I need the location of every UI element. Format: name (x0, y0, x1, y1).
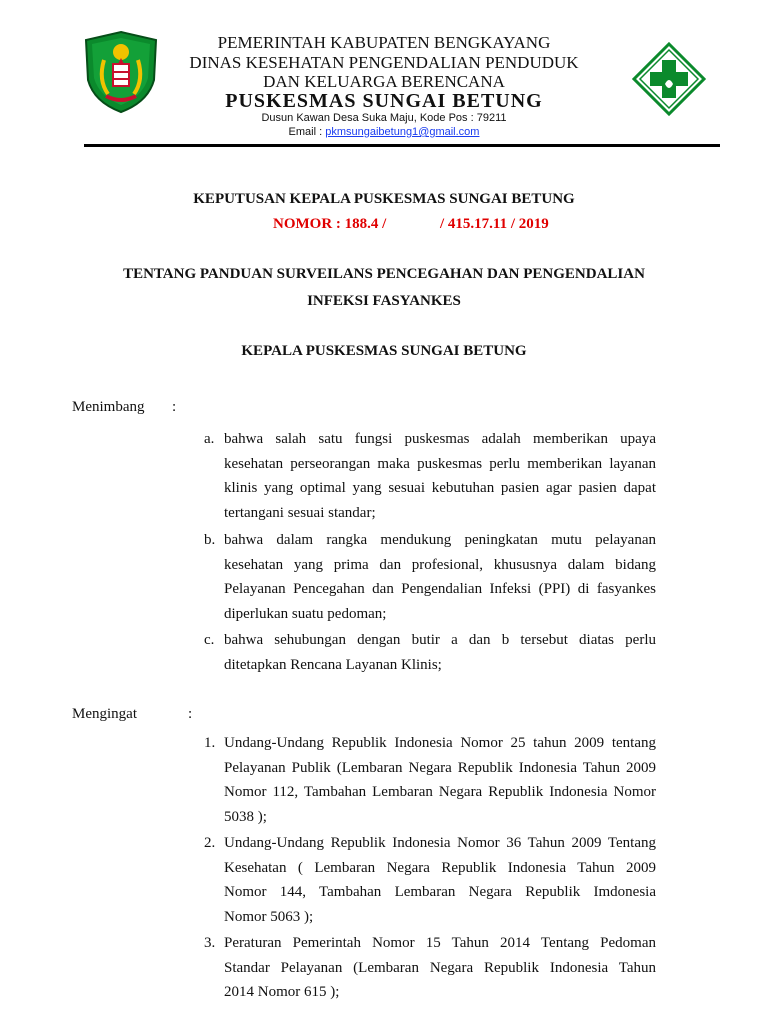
about-line-2: INFEKSI FASYANKES (307, 293, 461, 309)
mengingat-colon: : (188, 706, 193, 722)
email-label: Email : (288, 126, 326, 138)
header-agency: DINAS KESEHATAN PENGENDALIAN PENDUDUK (189, 53, 579, 72)
item-marker: 1. (204, 735, 216, 751)
menimbang-label: Menimbang (72, 399, 145, 415)
head-title: KEPALA PUSKESMAS SUNGAI BETUNG (241, 343, 527, 359)
mengingat-label: Mengingat (72, 706, 137, 722)
item-marker: 3. (204, 935, 216, 951)
menimbang-item-c: c. bahwa sehubungan dengan butir a dan b tersebut diatas perlu ditetapkan Rencana Layanan Klinis; (204, 628, 656, 677)
header-address: Dusun Kawan Desa Suka Maju, Kode Pos : 79211 (261, 112, 507, 124)
mengingat-item-2: 2. Undang-Undang Republik Indonesia Nomor 36 Tahun 2009 Tentang Kesehatan ( Lembaran Negara Republik Indonesia Tahun 2009 Nomor 144, Tambahan Lembaran Negara Republik Imdonesia Nomor 5063 ); (204, 831, 656, 929)
menimbang-item-a: a. bahwa salah satu fungsi puskesmas adalah memberikan upaya kesehatan perseorangan maka puskesmas perlu memberikan layanan klinis yang optimal yang sesuai kebutuhan pasien agar pasien dapat tertangani sesuai standar; (204, 427, 656, 525)
menimbang-colon: : (172, 399, 177, 415)
health-cross-icon (632, 42, 706, 116)
item-marker: b. (204, 532, 216, 548)
decision-number-right: / 415.17.11 / 2019 (440, 216, 549, 232)
mengingat-item-3: 3. Peraturan Pemerintah Nomor 15 Tahun 2014 Tentang Pedoman Standar Pelayanan (Lembaran Negara Republik Indonesia Tahun 2014 Nomor 615 ); (204, 931, 656, 1005)
about-line-1: TENTANG PANDUAN SURVEILANS PENCEGAHAN DAN PENGENDALIAN (123, 266, 645, 282)
item-marker: a. (204, 431, 215, 447)
menimbang-item-b: b. bahwa dalam rangka mendukung peningkatan mutu pelayanan kesehatan yang prima dan profesional, khususnya dalam bidang Pelayanan Pencegahan dan Pengendalian Infeksi (PPI) di fasyankes diperlukan suatu pedoman; (204, 528, 656, 626)
header-puskesmas-name: PUSKESMAS SUNGAI BETUNG (225, 90, 543, 112)
header-agency-cont: DAN KELUARGA BERENCANA (263, 72, 505, 91)
decision-number-left: NOMOR : 188.4 / (273, 216, 387, 232)
item-marker: c. (204, 632, 215, 648)
item-marker: 2. (204, 835, 216, 851)
header-government: PEMERINTAH KABUPATEN BENGKAYANG (217, 33, 551, 52)
header-email-row (0, 127, 768, 138)
header-divider (84, 144, 720, 147)
mengingat-item-1: 1. Undang-Undang Republik Indonesia Nomor 25 tahun 2009 tentang Pelayanan Publik (Lembaran Negara Republik Indonesia Tahun 2009 Nomor 112, Tambahan Lembaran Negara Republik Indonesia Nomor 5038 ); (204, 731, 656, 829)
decision-title: KEPUTUSAN KEPALA PUSKESMAS SUNGAI BETUNG (193, 191, 575, 207)
email-link[interactable]: pkmsungaibetung1@gmail.com (325, 126, 480, 138)
